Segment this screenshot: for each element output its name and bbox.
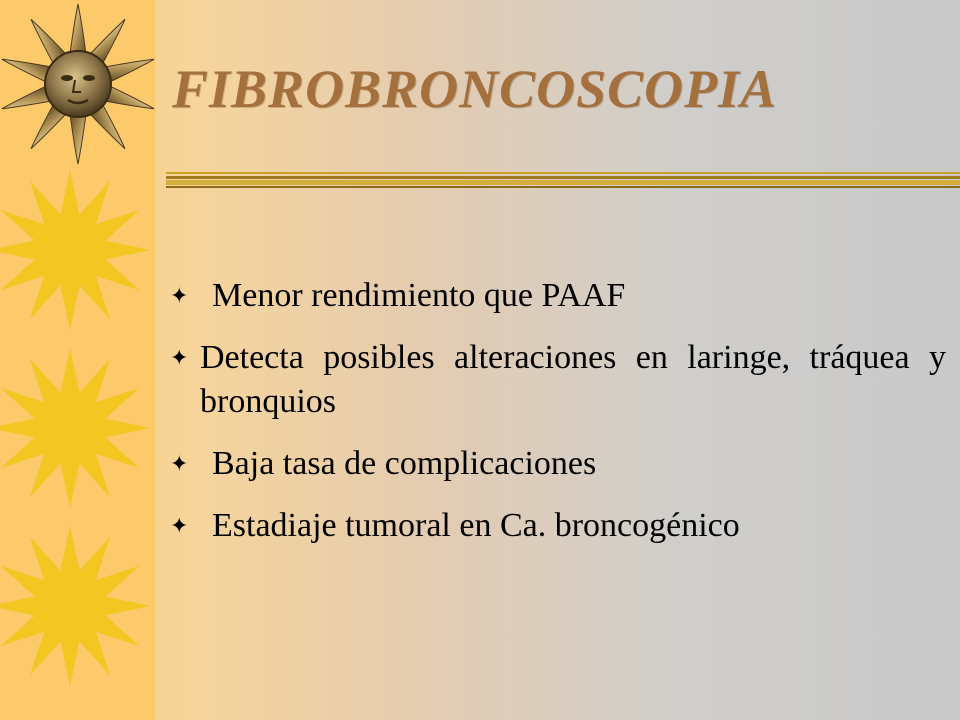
sun-icon: [0, 165, 155, 335]
bullet-item: [170, 504, 946, 548]
bullet-list: [170, 274, 946, 566]
title-divider-rule: [166, 170, 960, 192]
bullet-item: [170, 274, 946, 318]
bullet-text: Detecta posibles alteraciones en laringe, tráquea y bronquios: [200, 339, 946, 420]
slide-title: FIBROBRONCOSCOPIA: [172, 59, 778, 119]
bullet-item: [170, 336, 946, 424]
star-bullet-icon: ✦: [170, 283, 189, 308]
star-bullet-icon: ✦: [170, 345, 189, 370]
sun-icon: [0, 521, 155, 691]
bullet-text: Estadiaje tumoral en Ca. broncogénico: [212, 507, 740, 544]
sun-icon: [0, 343, 155, 513]
bullet-item: [170, 442, 946, 486]
sun-face-icon: [0, 2, 155, 167]
bullet-text: Menor rendimiento que PAAF: [212, 277, 626, 314]
star-bullet-icon: ✦: [170, 451, 189, 476]
star-bullet-icon: ✦: [170, 513, 189, 538]
bullet-text: Baja tasa de complicaciones: [212, 445, 597, 482]
